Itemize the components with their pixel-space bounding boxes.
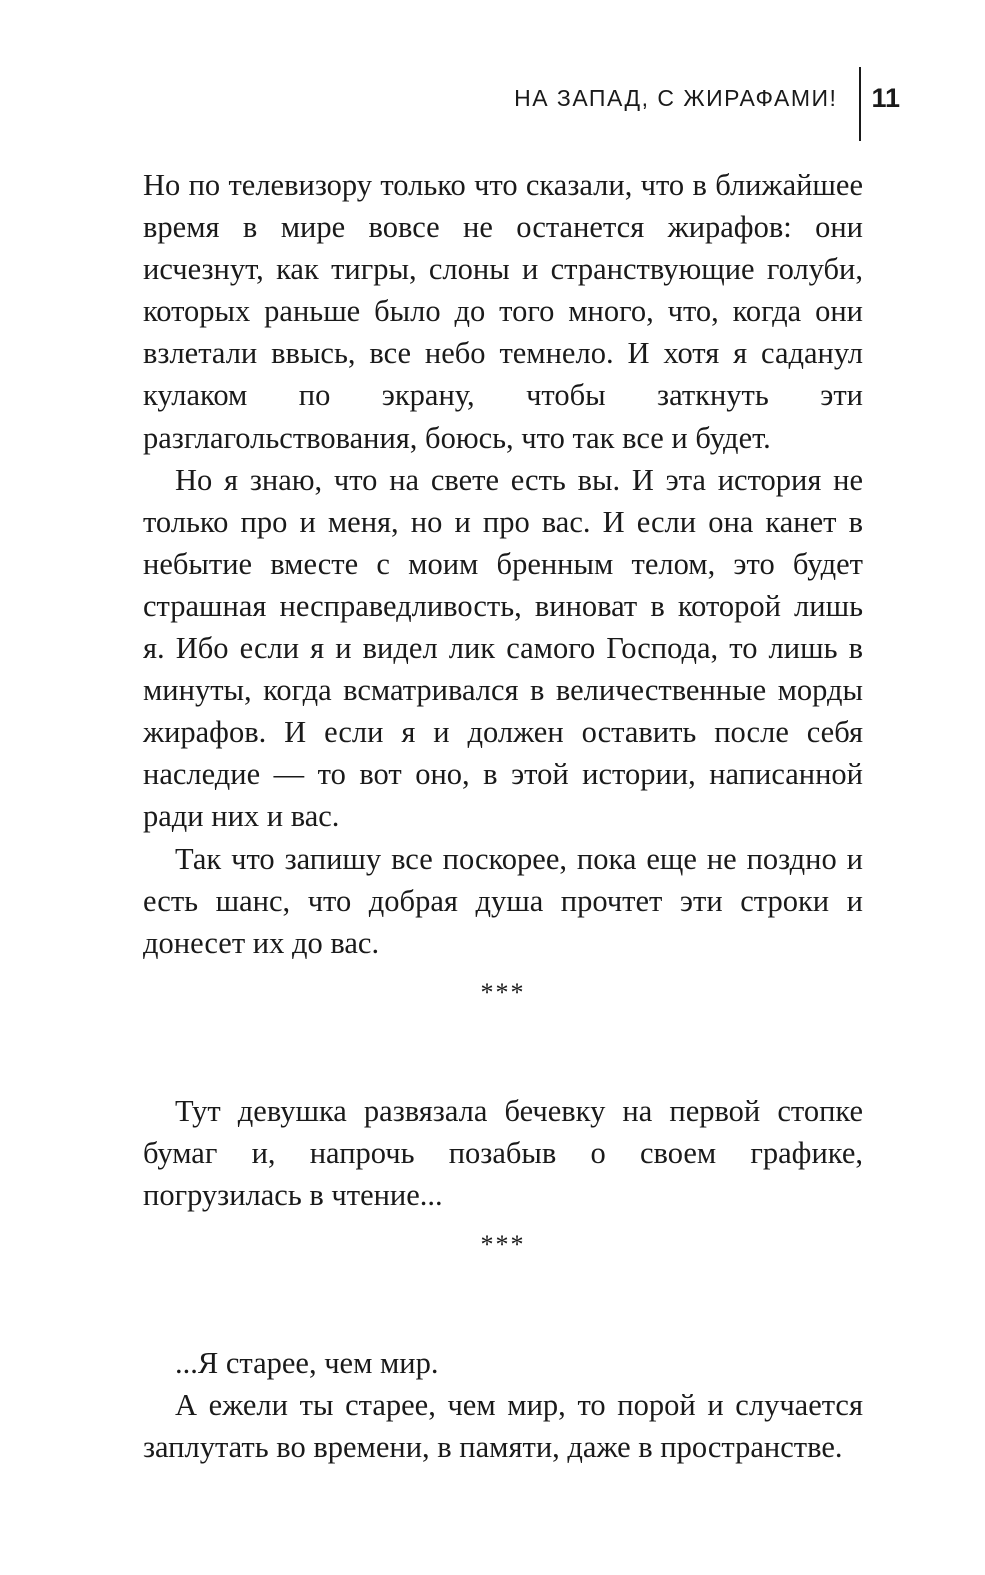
- paragraph-1: Но по телевизору только что сказали, что в ближайшее время в мире вовсе не останется жирафов: они исчезнут, как тигры, слоны и странствующие голуби, которых раньше было до того много, что, когда они взлетали ввысь, все небо темнело. И хотя я саданул кулаком по экрану, чтобы заткнуть эти разглагольствования, боюсь, что так все и будет.: [143, 168, 863, 455]
- page-header: [514, 78, 900, 118]
- paragraph-4: Тут девушка развязала бечевку на первой стопке бумаг и, напрочь позабыв о своем графике, погрузилась в чтение...: [143, 1093, 863, 1212]
- paragraph-2: Но я знаю, что на свете есть вы. И эта история не только про и меня, но и про вас. И если она канет в небытие вместе с моим бренным телом, это будет страшная несправедливость, виноват в которой лишь я. Ибо если я и видел лик самого Господа, то лишь в минуты, когда всматривался в величественные морды жирафов. И если я и должен оставить после себя наследие — то вот оно, в этой истории, написанной ради них и вас.: [143, 462, 863, 834]
- paragraph-5: ...Я старее, чем мир.: [175, 1346, 439, 1381]
- paragraph-6: А ежели ты старее, чем мир, то порой и случается заплутать во времени, в памяти, даже в пространстве.: [143, 1388, 863, 1465]
- running-title: НА ЗАПАД, С ЖИРАФАМИ!: [514, 84, 838, 111]
- body-text: [143, 164, 863, 1468]
- paragraph-3: Так что запишу все поскорее, пока еще не поздно и есть шанс, что добрая душа прочтет эти строки и донесет их до вас.: [143, 841, 863, 960]
- page-number: 11: [871, 82, 900, 113]
- header-divider: [859, 67, 861, 141]
- section-separator-2: ***: [480, 1230, 526, 1260]
- section-separator-1: ***: [480, 977, 526, 1007]
